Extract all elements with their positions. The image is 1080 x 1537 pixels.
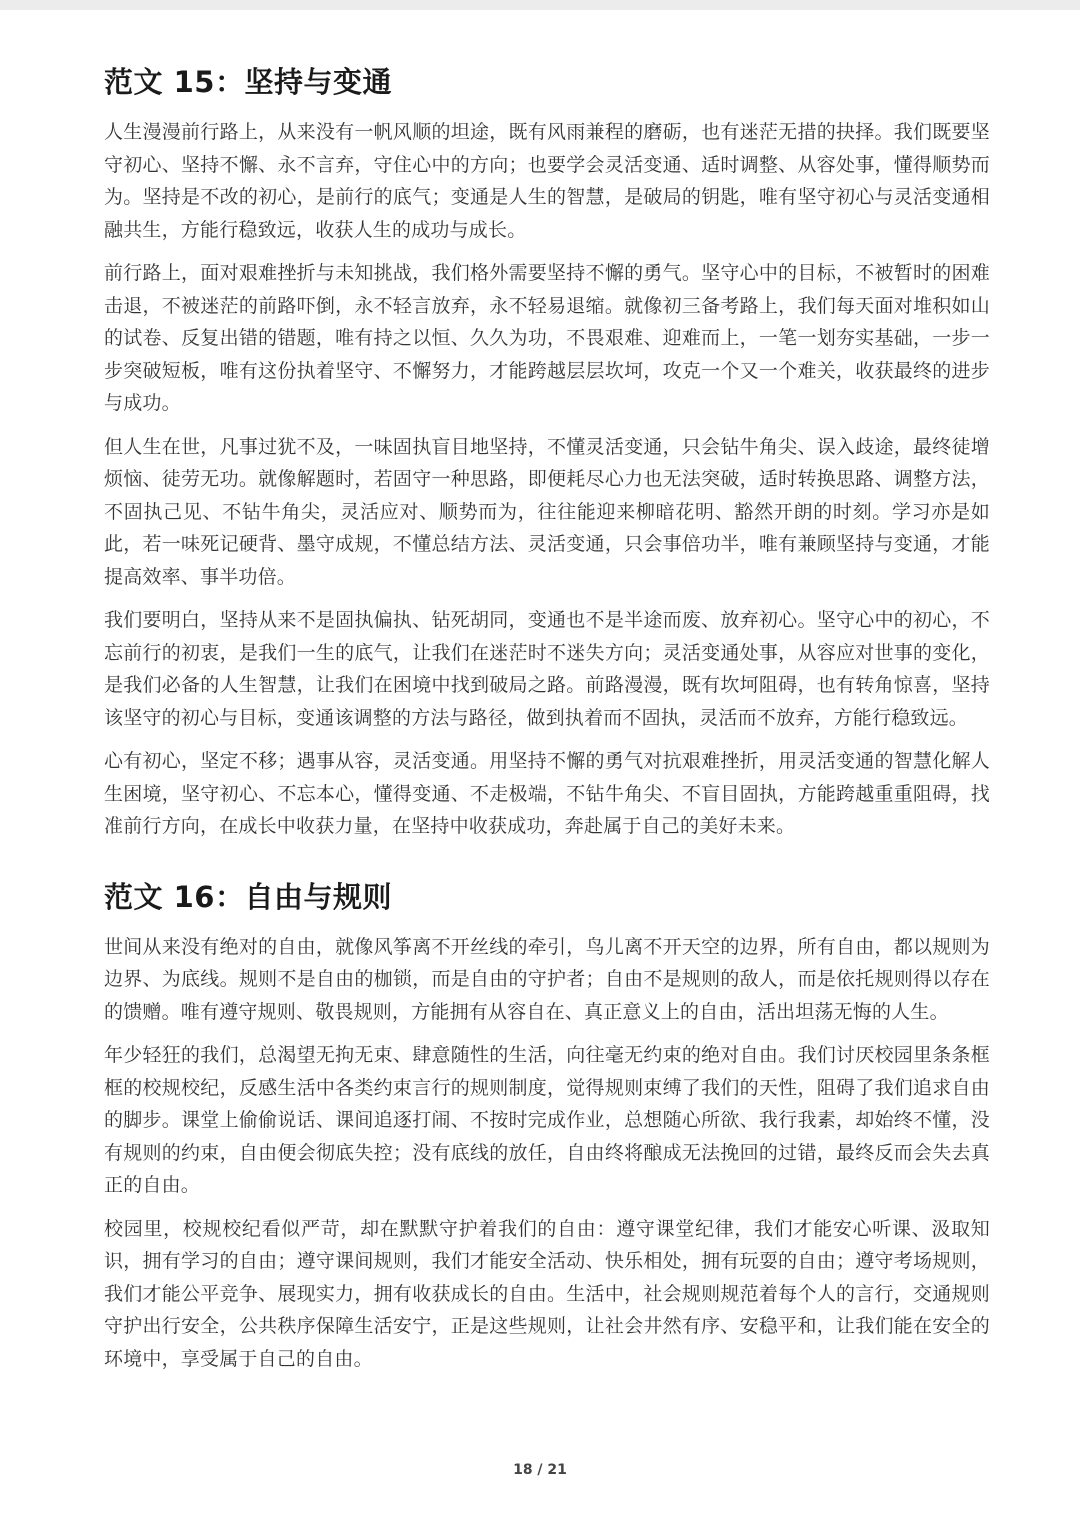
- paragraph: 心有初心，坚定不移；遇事从容，灵活变通。用坚持不懈的勇气对抗艰难挫折，用灵活变通的智慧化解人生困境，坚守初心、不忘本心，懂得变通、不走极端，不钻牛角尖、不盲目固执，方能跨越重重阻碍，找准前行方向，在成长中收获力量，在坚持中收获成功，奔赴属于自己的美好未来。: [104, 750, 990, 837]
- paragraph: 年少轻狂的我们，总渴望无拘无束、肆意随性的生活，向往毫无约束的绝对自由。我们讨厌校园里条条框框的校规校纪，反感生活中各类约束言行的规则制度，觉得规则束缚了我们的天性，阻碍了我们追求自由的脚步。课堂上偷偷说话、课间追逐打闹、不按时完成作业，总想随心所欲、我行我素，却始终不懂，没有规则的约束，自由便会彻底失控；没有底线的放任，自由终将酿成无法挽回的过错，最终反而会失去真正的自由。: [104, 1044, 990, 1196]
- section-title: 范文 16：自由与规则: [104, 879, 392, 914]
- essay-section-16: [104, 873, 990, 1376]
- top-strip: [0, 0, 1080, 10]
- paragraph: 但人生在世，凡事过犹不及，一味固执盲目地坚持，不懂灵活变通，只会钻牛角尖、误入歧途，最终徒增烦恼、徒劳无功。就像解题时，若固守一种思路，即便耗尽心力也无法突破，适时转换思路、调整方法，不固执己见、不钻牛角尖，灵活应对、顺势而为，往往能迎来柳暗花明、豁然开朗的时刻。学习亦是如此，若一味死记硬背、墨守成规，不懂总结方法、灵活变通，只会事倍功半，唯有兼顾坚持与变通，才能提高效率、事半功倍。: [104, 435, 990, 588]
- paragraph: 人生漫漫前行路上，从来没有一帆风顺的坦途，既有风雨兼程的磨砺，也有迷茫无措的抉择。我们既要坚守初心、坚持不懈、永不言弃，守住心中的方向；也要学会灵活变通、适时调整、从容处事，懂得顺势而为。坚持是不改的初心，是前行的底气；变通是人生的智慧，是破局的钥匙，唯有坚守初心与灵活变通相融共生，方能行稳致远，收获人生的成功与成长。: [104, 121, 990, 241]
- paragraph: 前行路上，面对艰难挫折与未知挑战，我们格外需要坚持不懈的勇气。坚守心中的目标，不被暂时的困难击退，不被迷茫的前路吓倒，永不轻言放弃，永不轻易退缩。就像初三备考路上，我们每天面对堆积如山的试卷、反复出错的错题，唯有持之以恒、久久为功，不畏艰难、迎难而上，一笔一划夯实基础，一步一步突破短板，唯有这份执着坚守、不懈努力，才能跨越层层坎坷，攻克一个又一个难关，收获最终的进步与成功。: [104, 262, 990, 414]
- essay-section-15: [104, 58, 990, 843]
- page-number: 18 / 21: [513, 1462, 567, 1478]
- document-page: [104, 58, 990, 1405]
- paragraph: 世间从来没有绝对的自由，就像风筝离不开丝线的牵引，鸟儿离不开天空的边界，所有自由，都以规则为边界、为底线。规则不是自由的枷锁，而是自由的守护者；自由不是规则的敌人，而是依托规则得以存在的馈赠。唯有遵守规则、敬畏规则，方能拥有从容自在、真正意义上的自由，活出坦荡无悔的人生。: [104, 935, 990, 1023]
- section-title: 范文 15：坚持与变通: [104, 65, 392, 99]
- paragraph: 校园里，校规校纪看似严苛，却在默默守护着我们的自由：遵守课堂纪律，我们才能安心听课、汲取知识，拥有学习的自由；遵守课间规则，我们才能安全活动、快乐相处，拥有玩耍的自由；遵守考场规则，我们才能公平竞争、展现实力，拥有收获成长的自由。生活中，社会规则规范着每个人的言行，交通规则守护出行安全，公共秩序保障生活安宁，正是这些规则，让社会井然有序、安稳平和，让我们能在安全的环境中，享受属于自己的自由。: [104, 1217, 990, 1370]
- paragraph: 我们要明白，坚持从来不是固执偏执、钻死胡同，变通也不是半途而废、放弃初心。坚守心中的初心，不忘前行的初衷，是我们一生的底气，让我们在迷茫时不迷失方向；灵活变通处事，从容应对世事的变化，是我们必备的人生智慧，让我们在困境中找到破局之路。前路漫漫，既有坎坷阻碍，也有转角惊喜，坚持该坚守的初心与目标，变通该调整的方法与路径，做到执着而不固执，灵活而不放弃，方能行稳致远。: [104, 609, 990, 729]
